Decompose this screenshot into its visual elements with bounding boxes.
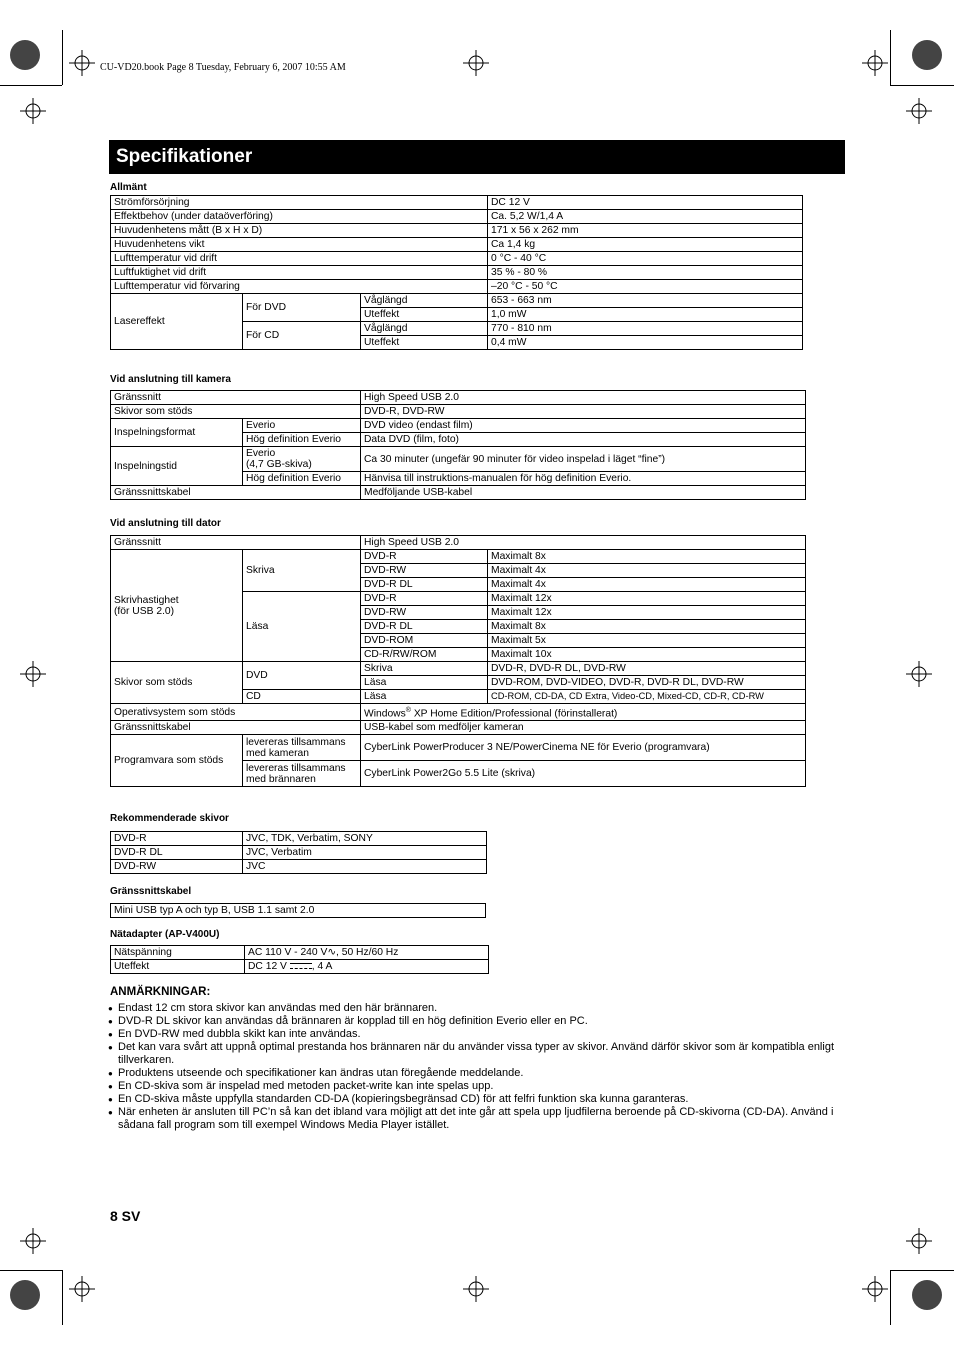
crosshair-icon: [20, 1228, 46, 1254]
spec-table-kamera: [110, 390, 806, 500]
table-row: Läsa DVD-R Maximalt 12x: [111, 592, 806, 606]
table-row: Inspelningsformat Everio DVD video (endast film): [111, 419, 806, 433]
table-row: Uteffekt 0,4 mW: [111, 336, 803, 350]
table-row: Lasereffekt För DVD Våglängd 653 - 663 nm: [111, 294, 803, 308]
crosshair-icon: [906, 98, 932, 124]
list-item: ● Det kan vara svårt att uppnå optimal prestanda hos brännaren när du använder vissa typer av skivor. Använd därför skivor som är kompatibla enligt tillverkaren.: [108, 1041, 848, 1067]
table-row: CD-R/RW/ROM Maximalt 10x: [111, 648, 806, 662]
table-row: Läsa DVD-ROM, DVD-VIDEO, DVD-R, DVD-R DL, DVD-RW: [111, 676, 806, 690]
crop-line: [62, 30, 63, 85]
table-row: Uteffekt 1,0 mW: [111, 308, 803, 322]
table-row: DVD-RW Maximalt 4x: [111, 564, 806, 578]
table-row: Gränssnittskabel Medföljande USB-kabel: [111, 486, 806, 500]
table-row: DVD-R JVC, TDK, Verbatim, SONY: [111, 832, 487, 846]
table-row: Inspelningstid Everio (4,7 GB-skiva) Ca 30 minuter (ungefär 90 minuter för video inspelad i läget “fine”): [111, 447, 806, 472]
crop-line: [0, 1270, 62, 1271]
table-row: Lufttemperatur vid förvaring –20 °C - 50 °C: [111, 280, 803, 294]
crop-line: [62, 1270, 63, 1325]
dc-symbol-icon: [290, 963, 312, 970]
crosshair-icon: [463, 1276, 489, 1302]
table-row: DVD-RW Maximalt 12x: [111, 606, 806, 620]
table-row: levereras tillsammans med brännaren CyberLink Power2Go 5.5 Lite (skriva): [111, 761, 806, 787]
crosshair-icon: [862, 1276, 888, 1302]
table-row: Huvudenhetens mått (B x H x D) 171 x 56 x 262 mm: [111, 224, 803, 238]
page-title: Specifikationer: [109, 140, 845, 174]
table-row: Huvudenhetens vikt Ca 1,4 kg: [111, 238, 803, 252]
list-item: ● Produktens utseende och specifikationer kan ändras utan föregående meddelande.: [108, 1067, 848, 1080]
table-row: För CD Våglängd 770 - 810 nm: [111, 322, 803, 336]
section-heading-allmant: Allmänt: [110, 182, 147, 193]
table-row: Gränssnitt High Speed USB 2.0: [111, 391, 806, 405]
spec-table-dator: [110, 535, 806, 787]
registration-disc-top-left: [10, 40, 40, 70]
crosshair-icon: [463, 50, 489, 76]
table-row: Hög definition Everio Data DVD (film, foto): [111, 433, 806, 447]
table-row: Gränssnittskabel USB-kabel som medföljer kameran: [111, 721, 806, 735]
table-row: Mini USB typ A och typ B, USB 1.1 samt 2.0: [111, 904, 486, 918]
crosshair-icon: [69, 1276, 95, 1302]
section-heading-rekommenderade: Rekommenderade skivor: [110, 813, 229, 824]
print-header: CU-VD20.book Page 8 Tuesday, February 6, 2007 10:55 AM: [100, 62, 346, 73]
table-row: DVD-R DL Maximalt 4x: [111, 578, 806, 592]
notes-list: [108, 1002, 848, 1132]
list-item: ● En DVD-RW med dubbla skikt kan inte användas.: [108, 1028, 848, 1041]
list-item: ● En CD-skiva som är inspelad med metoden packet-write kan inte spelas upp.: [108, 1080, 848, 1093]
crosshair-icon: [69, 50, 95, 76]
table-row: DVD-RW JVC: [111, 860, 487, 874]
crop-line: [0, 85, 62, 86]
section-heading-kamera: Vid anslutning till kamera: [110, 374, 231, 385]
crop-line: [890, 30, 891, 85]
list-item: ● DVD-R DL skivor kan användas då brännaren är kopplad till en hög definition Everio eller en PC.: [108, 1015, 848, 1028]
crosshair-icon: [20, 661, 46, 687]
spec-table-kabel: [110, 903, 486, 918]
registration-disc-bottom-right: [912, 1280, 942, 1310]
section-heading-adapter: Nätadapter (AP-V400U): [110, 929, 220, 940]
table-row: Skivor som stöds DVD-R, DVD-RW: [111, 405, 806, 419]
table-row: Effektbehov (under dataöverföring) Ca. 5,2 W/1,4 A: [111, 210, 803, 224]
section-heading-dator: Vid anslutning till dator: [110, 518, 221, 529]
crosshair-icon: [20, 98, 46, 124]
registration-disc-bottom-left: [10, 1280, 40, 1310]
table-row: Hög definition Everio Hänvisa till instruktions-manualen för hög definition Everio.: [111, 472, 806, 486]
crosshair-icon: [862, 50, 888, 76]
page-number: 8 SV: [110, 1208, 141, 1224]
table-row: Lufttemperatur vid drift 0 °C - 40 °C: [111, 252, 803, 266]
table-row: Nätspänning AC 110 V - 240 V∿, 50 Hz/60 Hz: [111, 946, 489, 960]
spec-table-rekommenderade: [110, 831, 487, 874]
table-row: Programvara som stöds levereras tillsammans med kameran CyberLink PowerProducer 3 NE/PowerCinema NE för Everio (programvara): [111, 735, 806, 761]
table-row: Luftfuktighet vid drift 35 % - 80 %: [111, 266, 803, 280]
crop-line: [890, 85, 954, 86]
table-row: Strömförsörjning DC 12 V: [111, 196, 803, 210]
crosshair-icon: [906, 1228, 932, 1254]
list-item: ● En CD-skiva måste uppfylla standarden CD-DA (kopieringsbegränsad CD) för att felfri funktion ska kunna garanteras.: [108, 1093, 848, 1106]
table-row: Skrivhastighet (för USB 2.0) Skriva DVD-R Maximalt 8x: [111, 550, 806, 564]
registration-disc-top-right: [912, 40, 942, 70]
crop-line: [890, 1270, 954, 1271]
spec-table-allmant: [110, 195, 803, 350]
table-row: CD Läsa CD-ROM, CD-DA, CD Extra, Video-CD, Mixed-CD, CD-R, CD-RW: [111, 690, 806, 704]
section-heading-kabel: Gränssnittskabel: [110, 886, 192, 897]
table-row: Operativsystem som stöds Windows® XP Home Edition/Professional (förinstallerat): [111, 704, 806, 721]
notes-heading: ANMÄRKNINGAR:: [110, 986, 211, 998]
table-row: Skivor som stöds DVD Skriva DVD-R, DVD-R DL, DVD-RW: [111, 662, 806, 676]
list-item: ● När enheten är ansluten till PC’n så kan det ibland vara möjligt att det inte går att spela upp ljudfilerna beroende på CD-skivorna (CD-DA). Använd i sådana fall program som till exempel Windows Media Player istället.: [108, 1106, 848, 1132]
list-item: ● Endast 12 cm stora skivor kan användas med den här brännaren.: [108, 1002, 848, 1015]
table-row: DVD-ROM Maximalt 5x: [111, 634, 806, 648]
crosshair-icon: [906, 661, 932, 687]
table-row: DVD-R DL JVC, Verbatim: [111, 846, 487, 860]
crop-line: [890, 1270, 891, 1325]
spec-table-adapter: [110, 945, 489, 974]
table-row: Uteffekt DC 12 V , 4 A: [111, 960, 489, 974]
table-row: DVD-R DL Maximalt 8x: [111, 620, 806, 634]
table-row: Gränssnitt High Speed USB 2.0: [111, 536, 806, 550]
